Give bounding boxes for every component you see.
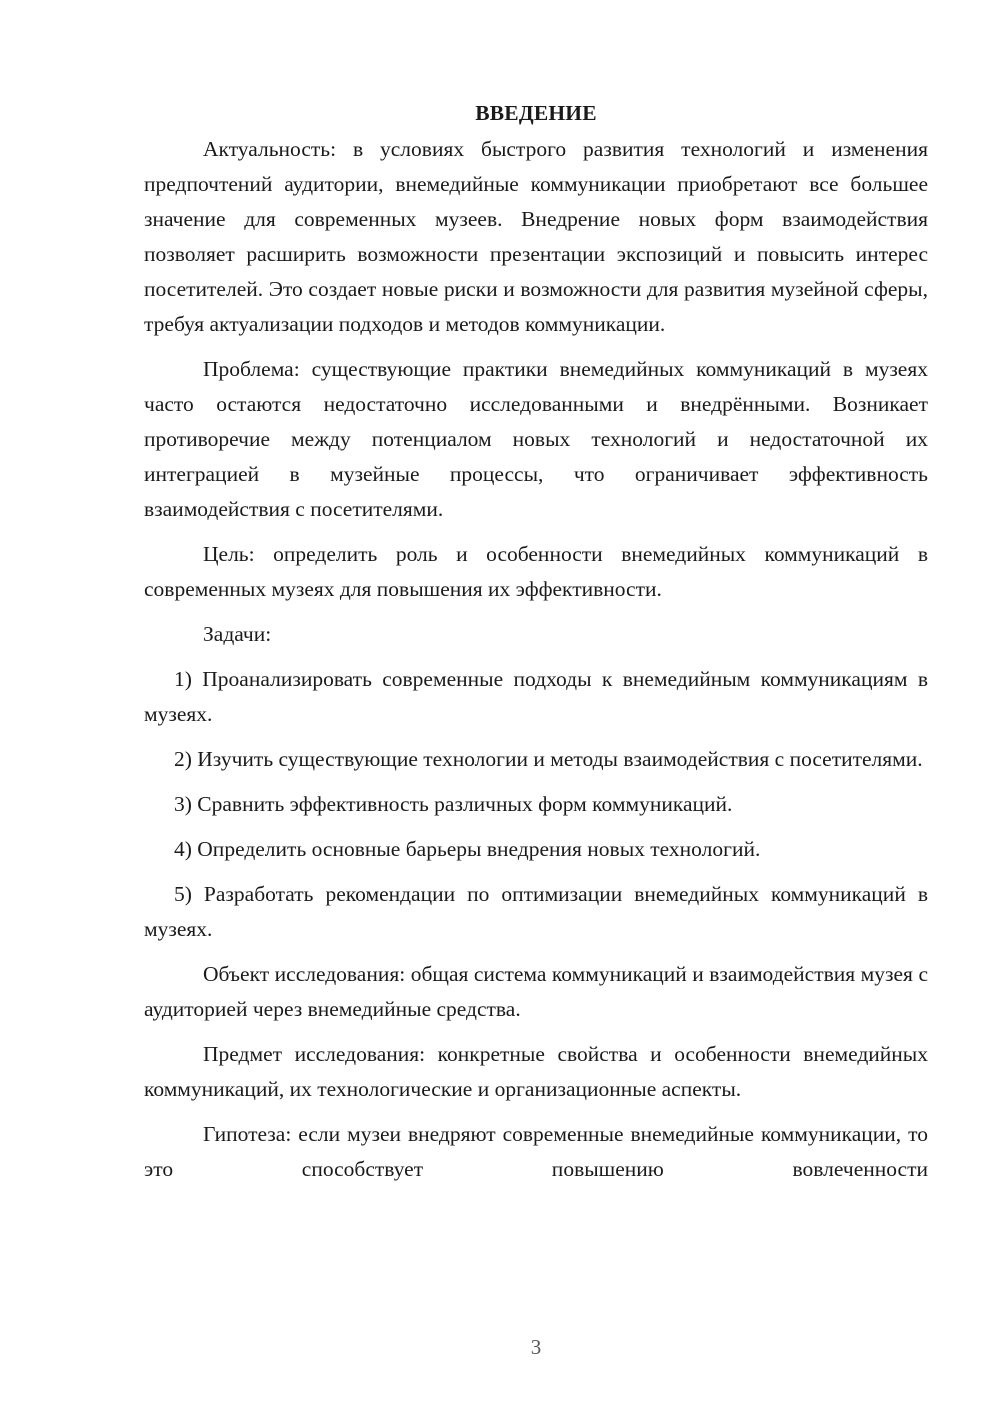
task-item-3: 3) Сравнить эффективность различных форм коммуникаций. (174, 792, 733, 816)
subject-paragraph: Предмет исследования: конкретные свойства и особенности внемедийных коммуникаций, их технологические и организационные аспекты. (144, 1042, 928, 1101)
tasks-label: Задачи: (203, 622, 272, 646)
goal-paragraph: Цель: определить роль и особенности внемедийных коммуникаций в современных музеях для повышения их эффективности. (144, 542, 928, 601)
page-number: 3 (530, 1335, 542, 1359)
relevance-paragraph: Актуальность: в условиях быстрого развития технологий и изменения предпочтений аудитории, внемедийные коммуникации приобретают все большее значение для современных музеев. Внедрение новых форм взаимодействия позволяет расширить возможности презентации экспозиций и повысить интерес посетителей. Это создает новые риски и возможности для развития музейной сферы, требуя актуализации подходов и методов коммуникации. (144, 137, 928, 336)
task-item-1: 1) Проанализировать современные подходы к внемедийным коммуникациям в музеях. (144, 667, 928, 726)
page-content (144, 96, 928, 1187)
hypothesis-paragraph: Гипотеза: если музеи внедряют современные внемедийные коммуникации, то это способствует повышению вовлеченности (144, 1122, 928, 1181)
problem-paragraph: Проблема: существующие практики внемедийных коммуникаций в музеях часто остаются недостаточно исследованными и внедрёнными. Возникает противоречие между потенциалом новых технологий и недостаточной их интеграцией в музейные процессы, что ограничивает эффективность взаимодействия с посетителями. (144, 357, 928, 521)
task-item-4: 4) Определить основные барьеры внедрения новых технологий. (174, 837, 761, 861)
task-item-5: 5) Разработать рекомендации по оптимизации внемедийных коммуникаций в музеях. (144, 882, 928, 941)
object-paragraph: Объект исследования: общая система коммуникаций и взаимодействия музея с аудиторией через внемедийные средства. (144, 962, 928, 1021)
task-item-2: 2) Изучить существующие технологии и методы взаимодействия с посетителями. (174, 747, 923, 771)
section-heading: ВВЕДЕНИЕ (475, 101, 597, 125)
